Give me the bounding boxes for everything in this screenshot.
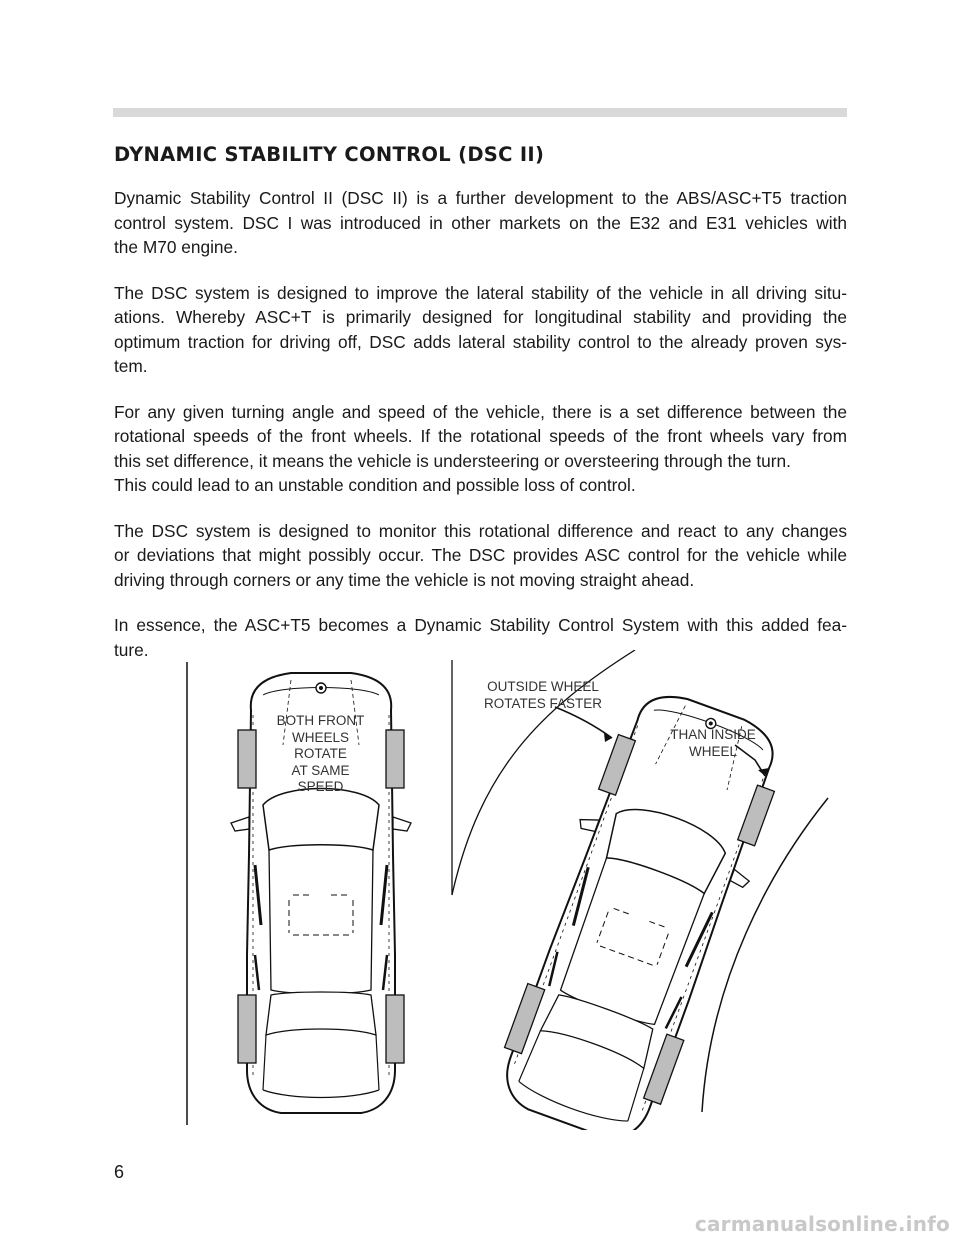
text-line: or deviations that might possibly occur. The DSC provides ASC control for the vehicle while	[114, 545, 847, 565]
text-line: tem.	[114, 356, 148, 376]
label-line: OUTSIDE WHEEL	[487, 679, 599, 694]
text-line: For any given turning angle and speed of the vehicle, there is a set difference between the	[114, 401, 847, 422]
text-line: the M70 engine.	[114, 237, 238, 257]
label-line: WHEEL	[688, 743, 737, 759]
text-line: The DSC system is designed to monitor this rotational difference and react to any changes	[114, 520, 847, 541]
text-line: Dynamic Stability Control II (DSC II) is a further development to the ABS/ASC+T5 traction	[114, 188, 847, 208]
text-line: ture.	[114, 639, 149, 660]
text-line: this set difference, it means the vehicle is understeering or oversteering through the turn.	[114, 450, 791, 471]
text-line: rotational speeds of the front wheels. If the rotational speeds of the front wheels vary from	[114, 426, 847, 446]
label-line: WHEELS	[291, 729, 349, 745]
text-line: This could lead to an unstable condition and possible loss of control.	[114, 475, 636, 495]
header-rule	[113, 108, 847, 117]
label-outside-wheel	[478, 679, 608, 712]
text-line: control system. DSC I was introduced in other markets on the E32 and E31 vehicles with	[114, 212, 847, 233]
paragraph	[114, 186, 847, 260]
watermark: carmanualsonline.info	[694, 1212, 950, 1236]
label-inside-wheel	[658, 727, 768, 760]
page-number: 6	[114, 1162, 125, 1182]
label-line: BOTH FRONT	[276, 713, 365, 728]
text-line: The DSC system is designed to improve the lateral stability of the vehicle in all driving situ-	[114, 282, 847, 303]
paragraph	[114, 281, 847, 379]
label-both-wheels	[268, 713, 373, 796]
paragraph	[114, 400, 847, 498]
label-line: SPEED	[297, 779, 344, 794]
text-line: optimum traction for driving off, DSC adds lateral stability control to the already proven sys-	[114, 331, 847, 352]
body-text	[114, 186, 847, 683]
page-title: DYNAMIC STABILITY CONTROL (DSC II)	[114, 143, 545, 166]
text-line: In essence, the ASC+T5 becomes a Dynamic Stability Control System with this added fea-	[114, 615, 847, 635]
label-line: ROTATES FASTER	[483, 695, 602, 711]
label-line: ROTATE	[294, 746, 347, 761]
dsc-cornering-figure	[180, 650, 860, 1130]
label-line: THAN INSIDE	[670, 727, 756, 742]
paragraph	[114, 519, 847, 593]
text-line: ations. Whereby ASC+T is primarily designed for longitudinal stability and providing the	[114, 307, 847, 327]
text-line: driving through corners or any time the vehicle is not moving straight ahead.	[114, 569, 695, 590]
label-line: AT SAME	[291, 762, 350, 778]
